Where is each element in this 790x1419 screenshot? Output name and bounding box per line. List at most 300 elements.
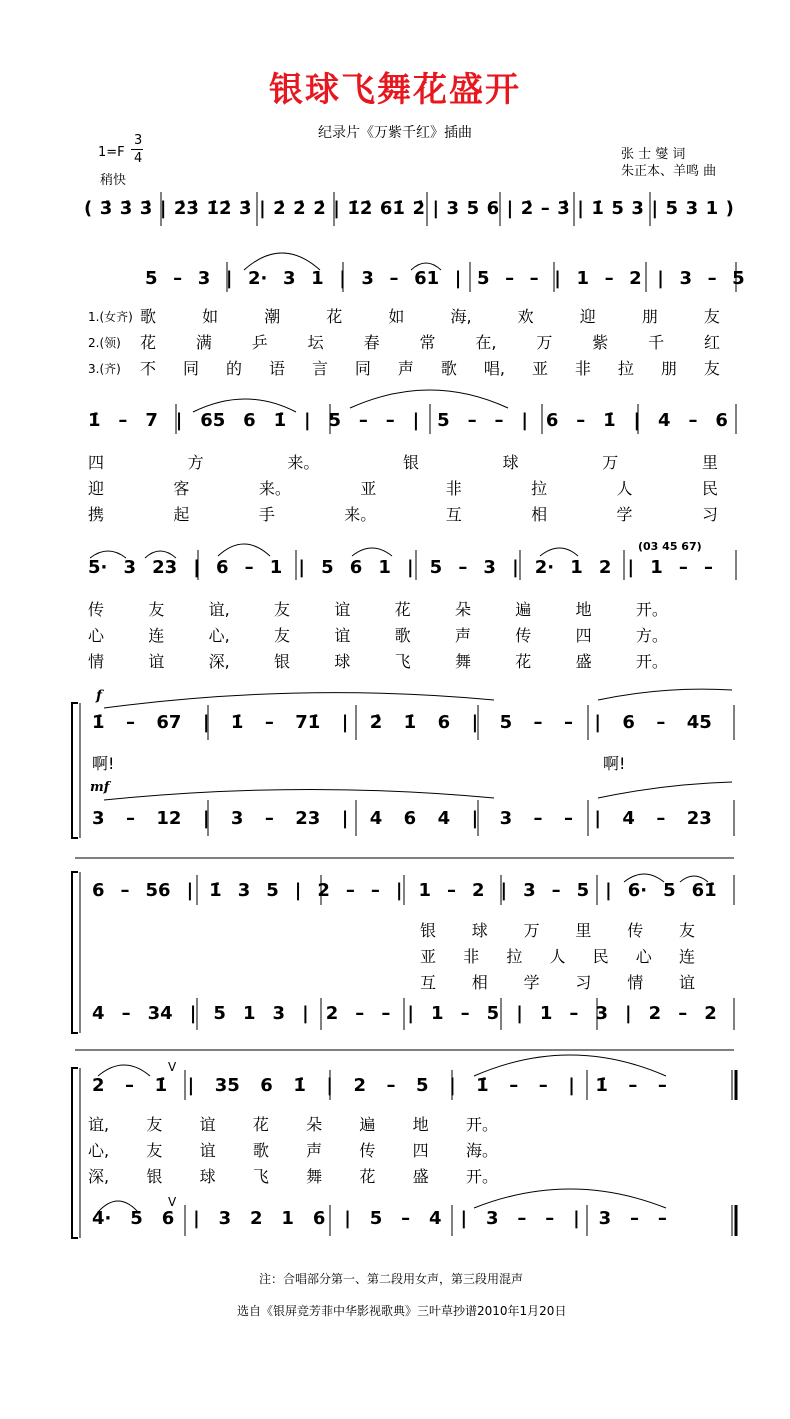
lyric-token: 球: [471, 921, 488, 940]
note-token: 2: [250, 1208, 263, 1229]
lyric-token: 银: [146, 1167, 163, 1186]
note-token: 1̇: [273, 410, 287, 431]
lyric-token: 在,: [475, 333, 497, 352]
note-token: 3: [218, 1208, 232, 1229]
lyric-token: 乒: [251, 333, 268, 352]
note-token: –: [494, 410, 504, 431]
lyric-token: 拉: [617, 359, 634, 378]
note-token: 3̇: [239, 198, 252, 219]
note-token: (: [84, 198, 93, 219]
note-token: |: [573, 1208, 580, 1229]
lyric-token: 万: [523, 921, 540, 940]
note-token: |: [344, 1208, 351, 1229]
note-token: |: [159, 198, 167, 219]
lyricist-credit: 张 士 燮 词: [621, 147, 686, 162]
note-token: 3̇: [99, 198, 113, 219]
lyric-token: 歌: [252, 1141, 269, 1160]
lyric-token: 开。: [635, 652, 668, 671]
note-token: |: [326, 1075, 333, 1096]
lyric-token: 不: [140, 359, 157, 378]
lyric-token: 言: [311, 359, 328, 378]
lyric-token: 歌: [140, 307, 157, 326]
lyric-token: 潮: [264, 307, 281, 326]
note-token: 34: [147, 1003, 173, 1024]
note-token: –: [125, 712, 135, 733]
note-token: 2̇: [313, 198, 326, 219]
lyric-token: 友: [703, 359, 720, 378]
lyric-token: 地: [575, 600, 592, 619]
lyric-token: 歌: [394, 626, 411, 645]
note-token: 6: [715, 410, 728, 431]
lyric-token: 人: [616, 479, 633, 498]
lyric-token: 球: [334, 652, 351, 671]
note-token: 5: [732, 268, 745, 289]
note-token: –: [264, 712, 274, 733]
note-token: 5: [145, 268, 158, 289]
note-token: –: [355, 1003, 365, 1024]
note-token: –: [563, 808, 573, 829]
lyric-token: 同: [354, 359, 371, 378]
note-token: 5: [665, 198, 679, 219]
lyric-token: 友: [703, 307, 720, 326]
note-token: –: [529, 268, 539, 289]
note-token: |: [294, 880, 302, 901]
lyric-token: 习: [701, 505, 718, 524]
note-token: |: [341, 712, 349, 733]
note-token: –: [121, 1003, 131, 1024]
note-token: 1̇: [209, 880, 222, 901]
note-token: |: [186, 880, 194, 901]
note-token: |: [406, 557, 414, 578]
note-token: 5: [266, 880, 279, 901]
note-token: 3: [485, 1208, 499, 1229]
note-token: 3: [92, 808, 105, 829]
note-token: –: [569, 1003, 579, 1024]
note-token: –: [551, 880, 561, 901]
lyric-token: 携: [88, 505, 105, 524]
note-token: 1̇: [154, 1075, 168, 1096]
note-token: 1̇2̇: [347, 198, 373, 219]
note-token: |: [225, 268, 233, 289]
note-token: |: [605, 880, 612, 901]
note-token: 23: [686, 808, 712, 829]
note-token: |: [516, 1003, 523, 1024]
note-token: –: [656, 712, 666, 733]
note-token: 61̇: [691, 880, 717, 901]
note-token: –: [630, 1208, 640, 1229]
lyric-token: 开。: [465, 1167, 498, 1186]
note-token: –: [688, 410, 698, 431]
lyric-token: 谊: [148, 652, 165, 671]
lyric-token: 深,: [208, 652, 230, 671]
row4-ah-1: 啊!: [92, 754, 115, 773]
note-token: 71̇: [295, 712, 321, 733]
lyric-token: 谊,: [208, 600, 230, 619]
lyric-token: 友: [274, 600, 291, 619]
note-token: 6: [622, 712, 635, 733]
lyric-token: 遍: [515, 600, 532, 619]
note-token: 3: [282, 268, 296, 289]
note-token: –: [604, 268, 614, 289]
footnote: 注：合唱部分第一、第二段用女声，第三段用混声: [259, 1272, 524, 1286]
lyric-token: 常: [419, 333, 436, 352]
lyric-token: 来。: [344, 505, 377, 524]
lyric-token: 友: [148, 600, 165, 619]
lyric-token: 开。: [465, 1115, 498, 1134]
note-token: 2̇: [412, 198, 425, 219]
note-token: 1̇: [603, 410, 616, 431]
lyric-token: 迎: [579, 307, 596, 326]
lyric-token: 友: [146, 1141, 163, 1160]
lyric-token: 欢: [517, 307, 534, 326]
note-token: 4: [437, 808, 451, 829]
note-token: –: [244, 557, 254, 578]
note-token: 45: [686, 712, 712, 733]
note-token: |: [500, 880, 508, 901]
note-token: |: [187, 1075, 195, 1096]
row3-pickup: (03 45 67): [638, 540, 702, 553]
breath-mark-top: V: [168, 1060, 177, 1074]
note-token: 2: [471, 880, 485, 901]
note-token: 3: [595, 1003, 608, 1024]
note-token: 1̇: [92, 712, 105, 733]
note-token: –: [657, 1208, 667, 1229]
note-token: 23: [152, 557, 178, 578]
note-token: 2: [598, 557, 612, 578]
lyric-token: 声: [306, 1141, 323, 1160]
lyric-token: 谊: [334, 600, 351, 619]
lyric-token: 传: [359, 1141, 376, 1160]
lyric-token: 相: [531, 505, 548, 524]
note-token: –: [628, 1075, 638, 1096]
note-token: 1̇: [403, 712, 417, 733]
note-token: 6: [215, 557, 229, 578]
lyric-token: 球: [199, 1167, 216, 1186]
note-token: |: [471, 712, 479, 733]
note-token: –: [678, 557, 688, 578]
note-token: |: [193, 1208, 200, 1229]
lyric-token: 客: [173, 479, 190, 498]
key-signature: 1=F: [98, 145, 125, 160]
lyric-token: 海,: [450, 307, 472, 326]
note-token: –: [656, 808, 666, 829]
note-token: 4: [369, 808, 383, 829]
note-token: 3: [598, 1208, 612, 1229]
lyric-token: 心,: [208, 626, 230, 645]
lyric-token: 四: [412, 1141, 429, 1160]
note-token: –: [389, 268, 399, 289]
note-token: –: [345, 880, 355, 901]
note-token: 3: [272, 1003, 286, 1024]
lyric-token: 互: [445, 505, 462, 524]
lyric-token: 地: [412, 1115, 429, 1134]
note-token: 1: [242, 1003, 256, 1024]
row4-ah-2: 啊!: [603, 754, 626, 773]
lyric-token: 飞: [394, 652, 411, 671]
note-token: –: [370, 880, 380, 901]
lyric-token: 千: [648, 333, 665, 352]
lyric-token: 迎: [88, 479, 105, 498]
lyric-token: 谊: [678, 973, 695, 992]
source-note: 选自《银屏竞芳菲中华影视歌典》三叶草抄谱2010年1月20日: [237, 1304, 567, 1318]
note-token: 5: [611, 198, 624, 219]
note-token: |: [471, 808, 479, 829]
note-token: 4: [429, 1208, 442, 1229]
lyric-token: 如: [202, 307, 219, 326]
lyric-token: 花: [359, 1167, 376, 1186]
note-token: –: [533, 808, 543, 829]
note-token: –: [538, 1075, 548, 1096]
lyric-token: 开。: [635, 600, 668, 619]
note-token: 3̇: [119, 198, 133, 219]
note-token: 5: [328, 410, 341, 431]
note-token: |: [259, 198, 266, 219]
lyric-token: 如: [388, 307, 405, 326]
lyric-token: 谊,: [88, 1115, 110, 1134]
lyric-token: 花: [394, 600, 411, 619]
note-token: –: [264, 808, 274, 829]
note-token: 2: [317, 880, 330, 901]
note-token: 1: [378, 557, 391, 578]
note-token: –: [125, 1075, 135, 1096]
note-token: |: [454, 268, 462, 289]
lyric-token: 民: [701, 479, 718, 498]
note-token: 56: [145, 880, 171, 901]
lyric-token: 花: [140, 333, 157, 352]
lyric-token: 心: [635, 947, 652, 966]
note-token: 1̇: [476, 1075, 489, 1096]
lyric-token: 唱,: [483, 359, 505, 378]
note-token: 3: [523, 880, 536, 901]
note-token: –: [563, 712, 573, 733]
note-token: |: [298, 557, 305, 578]
note-token: –: [678, 1003, 688, 1024]
note-token: 1: [311, 268, 324, 289]
lyric-token: 球: [502, 453, 519, 472]
lyric-token: 起: [173, 505, 190, 524]
lyric-token: 亚: [420, 947, 437, 966]
note-token: |: [460, 1208, 468, 1229]
note-token: 1: [281, 1208, 294, 1229]
lyric-token: 四: [88, 453, 105, 472]
note-token: 5: [476, 268, 490, 289]
lyric-token: 手: [258, 505, 275, 524]
note-token: 1̇: [88, 410, 101, 431]
note-token: 2̇: [520, 198, 534, 219]
note-token: 4: [658, 410, 671, 431]
note-token: –: [118, 410, 128, 431]
note-token: –: [509, 1075, 519, 1096]
note-token: 2·: [248, 268, 268, 289]
lyric-token: 海。: [465, 1141, 498, 1160]
note-token: 5: [466, 198, 480, 219]
subtitle: 纪录片《万紫千红》插曲: [318, 125, 472, 141]
lyric-token: 连: [148, 626, 165, 645]
note-token: 4·: [92, 1208, 112, 1229]
note-token: |: [302, 1003, 309, 1024]
lyric-token: 友: [146, 1115, 163, 1134]
note-token: |: [594, 808, 601, 829]
lyric-token: 朋: [660, 359, 677, 378]
note-token: 61̇: [379, 198, 405, 219]
note-token: |: [512, 557, 519, 578]
lyric-token: 方: [187, 453, 204, 472]
note-token: 5: [213, 1003, 226, 1024]
composer-credit: 朱正本、羊鸣 曲: [621, 164, 717, 179]
note-token: 2: [353, 1075, 366, 1096]
note-token: 3: [446, 198, 460, 219]
note-token: 2: [325, 1003, 339, 1024]
note-token: 1: [576, 268, 589, 289]
note-token: 5: [321, 557, 334, 578]
note-token: |: [339, 268, 346, 289]
dynamic-forte: f: [96, 688, 103, 704]
note-token: 1: [705, 198, 719, 219]
lyric-token: 红: [703, 333, 720, 352]
lyric-token: 来。: [258, 479, 291, 498]
dynamic-mezzo-forte: mf: [90, 780, 110, 795]
lyric-token: 飞: [252, 1167, 269, 1186]
lyric-token: 盛: [412, 1167, 429, 1186]
note-token: |: [577, 198, 584, 219]
note-token: –: [460, 1003, 470, 1024]
note-token: 5·: [88, 557, 108, 578]
lyric-token: 舞: [306, 1167, 323, 1186]
note-token: 6: [486, 198, 500, 219]
lyric-token: 连: [678, 947, 695, 966]
note-token: –: [545, 1208, 555, 1229]
note-token: –: [707, 268, 717, 289]
note-token: 1̇: [230, 712, 244, 733]
note-token: |: [449, 1075, 456, 1096]
note-token: 35: [214, 1075, 240, 1096]
lyric-token: 传: [627, 921, 644, 940]
note-token: –: [446, 880, 456, 901]
note-token: 1: [418, 880, 431, 901]
note-token: 5: [663, 880, 676, 901]
lyric-token: 里: [701, 453, 718, 472]
note-token: 2: [704, 1003, 717, 1024]
lyric-token: 语: [268, 359, 285, 378]
lyric-token: 谊: [199, 1141, 216, 1160]
note-token: 3: [230, 808, 244, 829]
note-token: 6: [260, 1075, 273, 1096]
note-token: –: [540, 198, 550, 219]
lyric-token: 春: [363, 333, 380, 352]
note-token: 5: [437, 410, 450, 431]
note-token: –: [533, 712, 543, 733]
note-token: 5: [130, 1208, 143, 1229]
note-token: 1̇: [595, 1075, 608, 1096]
time-signature-top: 3: [134, 133, 143, 148]
lyric-token: 习: [575, 973, 592, 992]
lyric-token: 花: [326, 307, 343, 326]
note-token: 5: [416, 1075, 429, 1096]
lyric-token: 民: [592, 947, 609, 966]
lyric-token: 花: [252, 1115, 269, 1134]
row1-v1-label: 1.(女齐): [88, 310, 133, 324]
note-token: 5: [499, 712, 513, 733]
lyric-token: 盛: [575, 652, 592, 671]
tempo-marking: 稍快: [100, 173, 127, 188]
lyric-token: 银: [420, 921, 437, 940]
lyric-token: 传: [88, 600, 105, 619]
note-token: –: [125, 808, 135, 829]
note-token: 3: [679, 268, 692, 289]
note-token: 6: [161, 1208, 175, 1229]
note-token: 6: [437, 712, 451, 733]
note-token: 1: [269, 557, 283, 578]
note-token: 1: [650, 557, 663, 578]
note-token: 67: [156, 712, 182, 733]
note-token: ): [725, 198, 734, 219]
note-token: |: [407, 1003, 414, 1024]
note-token: 6: [545, 410, 559, 431]
time-signature-bottom: 4: [134, 151, 143, 166]
lyric-token: 朵: [306, 1115, 323, 1134]
lyric-token: 谊: [334, 626, 351, 645]
lyric-token: 歌: [440, 359, 457, 378]
lyric-token: 拉: [531, 479, 548, 498]
note-token: |: [594, 712, 601, 733]
lyric-token: 紫: [592, 333, 609, 352]
lyric-token: 花: [515, 652, 532, 671]
note-token: 1̇: [293, 1075, 306, 1096]
note-token: –: [517, 1208, 527, 1229]
note-token: |: [304, 410, 311, 431]
lyric-token: 舞: [454, 652, 471, 671]
lyric-token: 的: [225, 359, 242, 378]
note-token: |: [554, 268, 561, 289]
breath-mark-bottom: V: [168, 1195, 177, 1209]
note-token: –: [173, 268, 183, 289]
note-token: 3: [483, 557, 496, 578]
note-token: 2·: [534, 557, 555, 578]
lyric-token: 满: [195, 333, 212, 352]
note-token: –: [401, 1208, 411, 1229]
note-token: –: [120, 880, 130, 901]
lyric-token: 学: [616, 505, 633, 524]
lyric-token: 心,: [88, 1141, 110, 1160]
lyric-token: 友: [274, 626, 291, 645]
note-token: |: [193, 557, 200, 578]
row1-v2-label: 2.(领): [88, 336, 121, 350]
note-token: 3̇: [139, 198, 153, 219]
lyric-token: 谊: [199, 1115, 216, 1134]
note-token: –: [386, 1075, 396, 1096]
note-token: 4: [92, 1003, 105, 1024]
lyric-token: 里: [575, 921, 592, 940]
note-token: |: [633, 410, 641, 431]
lyric-token: 朋: [641, 307, 658, 326]
note-token: 7: [145, 410, 158, 431]
lyric-token: 遍: [359, 1115, 376, 1134]
note-token: 3: [631, 198, 644, 219]
note-token: –: [657, 1075, 667, 1096]
note-token: –: [505, 268, 515, 289]
lyric-token: 深,: [88, 1167, 110, 1186]
note-token: 3̇: [557, 198, 570, 219]
note-token: |: [568, 1075, 575, 1096]
lyric-token: 非: [463, 947, 480, 966]
note-token: 6: [92, 880, 105, 901]
note-token: –: [385, 410, 395, 431]
lyric-token: 心: [88, 626, 105, 645]
note-token: |: [202, 808, 210, 829]
row1-v3-label: 3.(齐): [88, 362, 121, 376]
note-token: 1: [539, 1003, 553, 1024]
note-token: 2̇: [293, 198, 306, 219]
